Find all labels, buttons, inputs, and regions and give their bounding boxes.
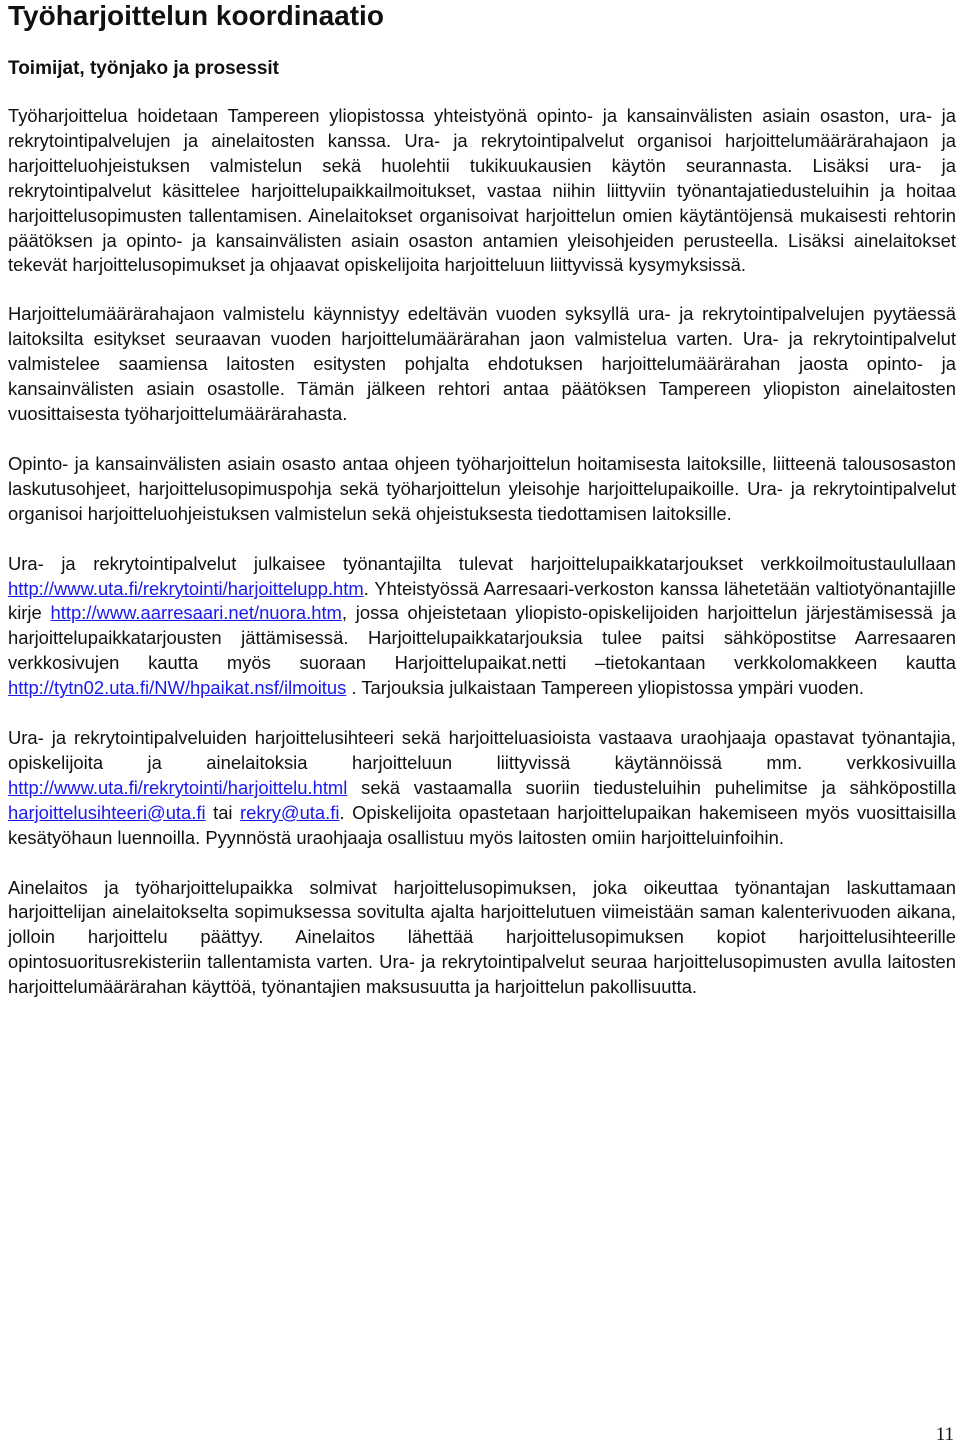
page-number: 11 xyxy=(935,1424,954,1445)
link-aarresaari-nuora[interactable]: http://www.aarresaari.net/nuora.htm xyxy=(50,602,342,624)
paragraph-text: sekä vastaamalla suoriin tiedusteluihin puhelimitse ja sähköpostilla xyxy=(347,776,956,798)
link-harjoittelu-page[interactable]: http://www.uta.fi/rekrytointi/harjoittelu.html xyxy=(8,776,348,798)
paragraph-text: . Tarjouksia julkaistaan Tampereen yliopistossa ympäri vuoden. xyxy=(346,677,864,699)
paragraph-text: Ura- ja rekrytointipalveluiden harjoittelusihteeri sekä harjoitteluasioista vastaava uraohjaaja opastavat työnantajia, opiskelijoita ja ainelaitoksia harjoitteluun liittyvissä käytännöissä mm. verkkosivuilla xyxy=(8,727,956,773)
paragraph-text: Ura- ja rekrytointipalvelut julkaisee työnantajilta tulevat harjoittelupaikkatarjoukset verkkoilmoitustaulullaan xyxy=(8,552,956,574)
link-hpaikat-ilmoitus[interactable]: http://tytn02.uta.fi/NW/hpaikat.nsf/ilmoitus xyxy=(8,677,347,699)
paragraph-5 xyxy=(8,726,956,851)
paragraph-4 xyxy=(8,552,956,701)
email-link-rekry[interactable]: rekry@uta.fi xyxy=(240,801,340,823)
paragraph-text: tai xyxy=(205,801,241,823)
paragraph-6: Ainelaitos ja työharjoittelupaikka solmivat harjoittelusopimuksen, joka oikeuttaa työnantajan laskuttamaan harjoittelijan ainelaitokselta sopimuksessa sovitulta ajalta harjoittelutuen viimeistään saman kalenterivuoden aikana, jolloin harjoittelu päättyy. Ainelaitos lähettää harjoittelusopimuksen kopiot harjoittelusihteerille opintosuoritusrekisteriin tallentamista varten. Ura- ja rekrytointipalvelut seuraa harjoittelusopimusten avulla laitosten harjoittelumäärärahan käyttöä, työnantajien maksusuutta ja harjoittelun pakollisuutta. xyxy=(8,876,956,998)
paragraph-text: . Yhteistyössä Aarresaari-verkoston kanssa lähetetään valtiotyönantajille kirje xyxy=(8,577,956,624)
page-title: Työharjoittelun koordinaatio xyxy=(8,0,384,31)
paragraph-2: Harjoittelumäärärahajaon valmistelu käynnistyy edeltävän vuoden syksyllä ura- ja rekrytointipalvelujen pyytäessä laitoksilta esitykset seuraavan vuoden harjoittelumäärärahan jaon valmistelua varten. Ura- ja rekrytointipalvelut valmistelee saamiensa laitosten esitysten pohjalta ehdotuksen harjoittelumäärärahan jaosta opinto- ja kansainvälisten asiain osastolle. Tämän jälkeen rehtori antaa päätöksen Tampereen yliopiston ainelaitosten vuosittaisesta työharjoittelumäärärahasta. xyxy=(8,303,956,424)
paragraph-text: . Opiskelijoita opastetaan harjoittelupaikan hakemiseen myös vuosittaisilla kesätyöhaun luennoilla. Pyynnöstä uraohjaaja osallistuu myös laitosten omiin harjoitteluinfoihin. xyxy=(8,801,956,848)
email-link-harjoittelusihteeri[interactable]: harjoittelusihteeri@uta.fi xyxy=(8,801,206,823)
section-heading: Toimijat, työnjako ja prosessit xyxy=(8,58,279,79)
link-harjoittelupp[interactable]: http://www.uta.fi/rekrytointi/harjoittelupp.htm xyxy=(8,577,364,599)
paragraph-1: Työharjoittelua hoidetaan Tampereen yliopistossa yhteistyönä opinto- ja kansainvälisten asiain osaston, ura- ja rekrytointipalvelujen ja ainelaitosten kanssa. Ura- ja rekrytointipalvelut organisoi harjoittelumäärärahajaon ja harjoitteluohjeistuksen valmistelun sekä huolehtii tukikuukausien käytön seurannasta. Lisäksi ura- ja rekrytointipalvelut käsittelee harjoittelupaikkailmoitukset, vastaa niihin liittyviin työnantajatiedusteluihin ja hoitaa harjoittelusopimusten tallentamisen. Ainelaitokset organisoivat harjoittelun omien käytäntöjensä mukaisesti rehtorin päätöksen ja opinto- ja kansainvälisten asiain osaston antamien yleisohjeiden perusteella. Lisäksi ainelaitokset tekevät harjoittelusopimukset ja ohjaavat opiskelijoita harjoitteluun liittyvissä kysymyksissä. xyxy=(8,105,956,276)
paragraph-text: , jossa ohjeistetaan yliopisto-opiskelijoiden harjoittelun järjestämisessä ja harjoittelupaikkatarjousten jättämisessä. Harjoittelupaikkatarjouksia tulee paitsi sähköpostitse Aarresaaren verkkosivujen kautta myös suoraan Harjoittelupaikat.netti –tietokantaan verkkolomakkeen kautta xyxy=(8,602,956,674)
document-page xyxy=(8,0,956,1000)
paragraph-3: Opinto- ja kansainvälisten asiain osasto antaa ohjeen työharjoittelun hoitamisesta laitoksille, liitteenä talousosaston laskutusohjeet, harjoittelusopimuspohja sekä työharjoittelun yleisohje harjoittelupaikoille. Ura- ja rekrytointipalvelut organisoi harjoitteluohjeistuksen valmistelun sekä ohjeistuksesta tiedottamisen laitoksille. xyxy=(8,452,956,524)
